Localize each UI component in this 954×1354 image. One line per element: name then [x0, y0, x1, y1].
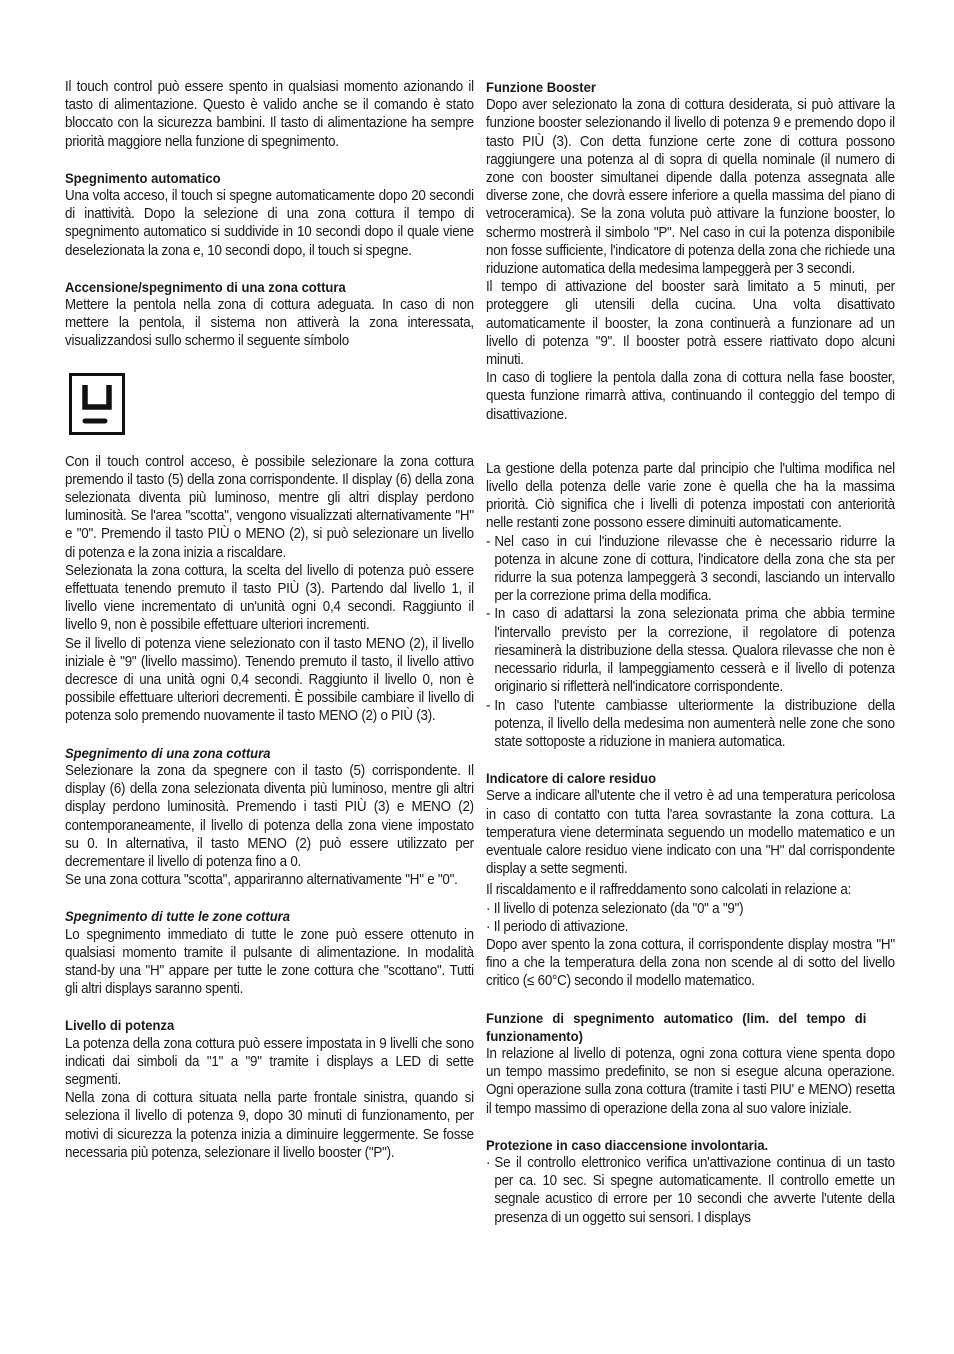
all-off-heading: Spegnimento di tutte le zone cottura — [65, 908, 290, 925]
protection-heading: Protezione in caso diaccensione involontaria. — [486, 1136, 769, 1153]
dash-mark: - — [486, 697, 491, 714]
right-column — [486, 78, 895, 1227]
booster-p1: Dopo aver selezionato la zona di cottura desiderata, si può attivare la funzione booster selezionando il livello di potenza 9 e premendo dopo il tasto PIÙ (3). Con detta funzione certe zone di cottura possono raggiungere una potenza al di sopra di quella nominale (il numero di zone con booster simultanei dipende dalla potenza assegnata alle diverse zone, che dovrà essere inferiore a quella massima del piano di vetroceramica). Se la zona voluta può attivare la funzione booster, lo schermo mostrerà il simbolo "P". Nel caso in cui la potenza disponibile non fosse sufficiente, l'indicatore di potenza della zona che richiede una riduzione automatica della medesima lampeggerà per 3 secondi. — [486, 97, 895, 278]
management-item — [486, 533, 895, 606]
zone-off-heading: Spegnimento di una zona cottura — [65, 744, 271, 761]
auto-limit-text: In relazione al livello di potenza, ogni zona cottura viene spenta dopo un tempo massimo predefinito, se non si esegue alcuna operazione. Ogni operazione sulla zona cottura (tramite i tasti PIU' e MENO) resetta il tempo massimo di operazione della zona al suo valore iniziale. — [486, 1045, 895, 1117]
protection-item — [486, 1154, 895, 1227]
power-level-p1: La potenza della zona cottura può essere impostata in 9 livelli che sono indicati dai simboli da "1" a "9" tramite i displays a LED di sette segmenti. — [65, 1035, 474, 1088]
dash-mark: - — [486, 606, 491, 623]
residual-p2: Il riscaldamento e il raffreddamento sono calcolati in relazione a: — [486, 882, 852, 899]
management-item — [486, 605, 895, 696]
power-level-heading: Livello di potenza — [65, 1017, 175, 1034]
auto-off-heading: Spegnimento automatico — [65, 169, 221, 186]
management-item-text: In caso l'utente cambiasse ulteriormente la distribuzione della potenza, il livello della medesima non aumenterà nelle zone che sono state sottoposte a riduzione in maniera automatica. — [494, 697, 895, 750]
residual-bullet: · Il periodo di attivazione. — [486, 918, 629, 935]
dash-mark: - — [486, 533, 491, 550]
power-level-p2: Nella zona di cottura situata nella parte frontale sinistra, quando si seleziona il livello di potenza 9, dopo 30 minuti di funzionamento, per motivi di sicurezza la potenza inizia a diminuire leggermente. Se fosse necessaria più potenza, selezionare il livello booster ("P"). — [65, 1090, 474, 1161]
management-item-text: In caso di adattarsi la zona selezionata prima che abbia termine l'intervallo previsto per la correzione, il regolatore di potenza riesaminerà la distribuzione della stessa. Qualora rilevasse che non è necessario ridurla, il lampeggiamento cesserà e il livello di potenza originario si rifletterà nell'indicatore corrispondente. — [494, 606, 895, 696]
left-column — [65, 78, 474, 1162]
intro-paragraph: Il touch control può essere spento in qualsiasi momento azionando il tasto di alimentazione. Questo è valido anche se il comando è stato bloccato con la sicurezza bambini. Il tasto di alimentazione ha sempre priorità maggiore nella funzione di spegnimento. — [65, 79, 474, 150]
management-item-text: Nel caso in cui l'induzione rilevasse che è necessario ridurre la potenza in alcune zone di cottura, l'indicatore della zona che sta per ridurre la sua potenza lampeggerà 3 secondi, lasciando un intervallo per la correzione prima della modifica. — [494, 533, 895, 605]
zone-onoff-p1: Con il touch control acceso, è possibile selezionare la zona cottura premendo il tasto (5) della zona corrispondente. Il display (6) della zona selezionata diventa più luminoso, mentre gli altri display perdono luminosità. Se l'area "scotta", vengono visualizzati alternativamente "H" e "0". Premendo il tasto PIÙ o MENO (2), si può selezionare un livello di potenza e la zona inizia a riscaldare. — [65, 453, 474, 561]
protection-item-text: Se il controllo elettronico verifica un'attivazione continua di un tasto per ca. 10 sec. Si spegne automaticamente. Il controllo emette un segnale acustico di errore per 10 secondi che avverte l'utente della presenza di un oggetto sui sensori. I displays — [494, 1154, 895, 1226]
zone-onoff-text: Mettere la pentola nella zona di cottura adeguata. In caso di non mettere la pentola, il sistema non attiverà la zona interessata, visualizzandosi sullo schermo il seguente símbolo — [65, 297, 474, 350]
display-u-symbol-icon — [69, 373, 125, 435]
booster-p2: Il tempo di attivazione del booster sarà limitato a 5 minuti, per proteggere gli utensili della cucina. Una volta disattivato automaticamente il booster, la zona continuerà a funzionare ad un livello di potenza "9". Il booster potrà essere riattivato dopo alcuni minuti. — [486, 279, 895, 369]
residual-heading: Indicatore di calore residuo — [486, 770, 657, 787]
residual-p1: Serve a indicare all'utente che il vetro è ad una temperatura pericolosa in caso di contatto con tutta l'area sovrastante la zona cottura. La temperatura viene determinata seguendo un modello matematico e un eventuale calore residuo viene indicato con una "H" dal corrispondente display a sette segmenti. — [486, 788, 895, 878]
residual-bullet: · Il livello di potenza selezionato (da "0" a "9") — [486, 900, 744, 917]
auto-off-text: Una volta acceso, il touch si spegne automaticamente dopo 20 secondi di inattività. Dopo la selezione di una zona cottura il tempo di spegnimento automatico si suddivide in 10 secondi dopo il quale viene deselezionata la zona e, 10 secondi dopo, il touch si spegne. — [65, 188, 474, 259]
bullet-mark: · — [486, 1154, 491, 1171]
booster-heading: Funzione Booster — [486, 79, 596, 95]
zone-onoff-heading: Accensione/spegnimento di una zona cottura — [65, 278, 346, 295]
zone-off-p1: Selezionare la zona da spegnere con il tasto (5) corrispondente. Il display (6) della zona selezionata diventa più luminoso, mentre gli altri display perdono luminosità. Premendo i tasti PIÙ (3) e MENO (2) contemporaneamente, il livello di potenza della zona viene impostato su 0. In alternativa, il tasto MENO (2) può essere utilizzato per decrementare il livello di potenza fino a 0. — [65, 762, 474, 870]
auto-limit-heading: Funzione di spegnimento automatico (lim. del tempo di funzionamento) — [486, 1009, 867, 1044]
residual-p3: Dopo aver spento la zona cottura, il corrispondente display mostra "H" fino a che la temperatura della zona non scende al di sotto del livello critico (≤ 60°C) secondo il modello matematico. — [486, 936, 895, 990]
management-text: La gestione della potenza parte dal principio che l'ultima modifica nel livello della potenza delle varie zone è quella che ha la massima priorità. Ciò significa che i livelli di potenza impostati con anteriorità nelle restanti zone possono essere diminuiti automaticamente. — [486, 460, 895, 532]
zone-off-p2: Se una zona cottura "scotta", appariranno alternativamente "H" e "0". — [65, 872, 458, 889]
management-item — [486, 697, 895, 752]
zone-onoff-p2: Selezionata la zona cottura, la scelta del livello di potenza può essere effettuata tenendo premuto il tasto PIÙ (3). Partendo dal livello 1, il livello viene incrementato di un'unità ogni 0,4 secondi. Raggiunto il livello 9, non è possibile effettuare ulteriori incrementi. — [65, 562, 474, 634]
booster-p3: In caso di togliere la pentola dalla zona di cottura nella fase booster, questa funzione rimarrà attiva, continuando il conteggio del tempo di disattivazione. — [486, 370, 895, 423]
zone-onoff-p3: Se il livello di potenza viene selezionato con il tasto MENO (2), il livello iniziale è "9" (livello massimo). Tenendo premuto il tasto, il livello attivo decresce di una unità ogni 0,4 secondi. Raggiunto il livello 0, non è possibile effettuare ulteriori decrementi. È possibile cambiare il livello di potenza solo premendo nuovamente il tasto MENO (2) o PIÙ (3). — [65, 635, 474, 725]
all-off-text: Lo spegnimento immediato di tutte le zone può essere ottenuto in qualsiasi momento tramite il pulsante di alimentazione. In modalità stand-by una "H" appare per tutte le zone cottura che "scottano". Tutti gli altri displays saranno spenti. — [65, 926, 474, 998]
